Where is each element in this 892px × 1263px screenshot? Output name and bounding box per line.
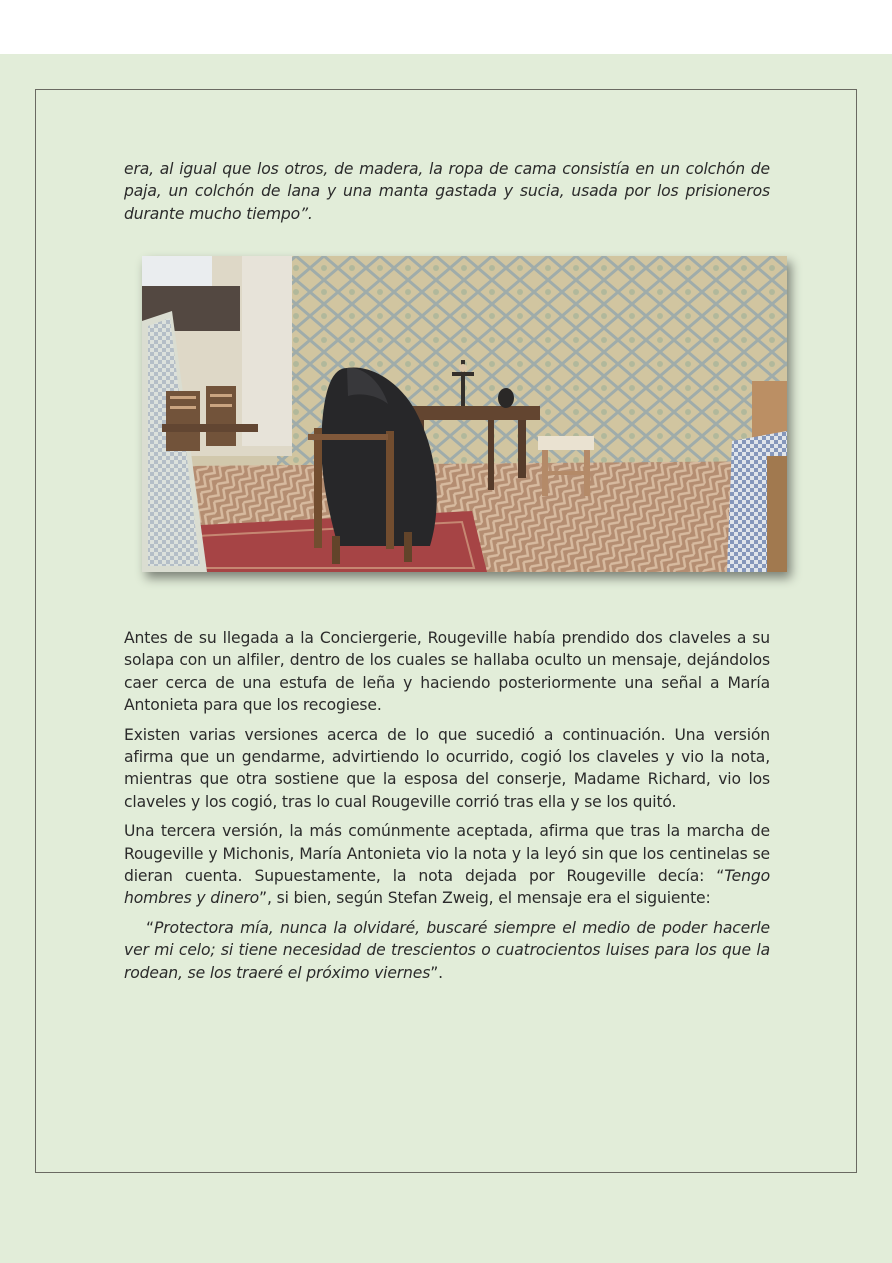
note-quote: Tengo hombres y dinero: [124, 867, 770, 908]
third-version-text-end: ”, si bien, según Stefan Zweig, el mensaje era el siguiente:: [259, 889, 711, 908]
page: [0, 54, 892, 1263]
quote-close-mark: ”.: [430, 963, 443, 982]
intro-paragraph: era, al igual que los otros, de madera, la ropa de cama consistía en un colchón de paja, un colchón de lana y una manta gastada y sucia, usada por los prisioneros durante mucho tiempo”.: [124, 160, 770, 223]
cell-reconstruction-photo: [142, 256, 787, 572]
paragraph-versions: Existen varias versiones acerca de lo que sucedió a continuación. Una versión afirma que un gendarme, advirtiendo lo ocurrido, cogió los claveles y vio la nota, mientras que otra sostiene que la esposa del conserje, Madame Richard, vio los claveles y los cogió, tras lo cual Rougeville corrió tras ella y se los quitó.: [124, 725, 770, 811]
third-version-text: Una tercera versión, la más comúnmente aceptada, afirma que tras la marcha de Rougeville y Michonis, María Antonieta vio la nota y la leyó sin que los centinelas se dieran cuenta. Supuestamente, la nota dejada por Rougeville decía: “: [124, 822, 770, 886]
paragraph-zweig-quote: [124, 917, 770, 984]
paragraph-third-version: [124, 820, 770, 910]
article-body: [124, 627, 770, 991]
paragraph-carnations: Antes de su llegada a la Conciergerie, Rougeville había prendido dos claveles a su solapa con un alfiler, dentro de los cuales se hallaba oculto un mensaje, dejándolos caer cerca de una estufa de leña y haciendo posteriormente una señal a María Antonieta para que los recogiese.: [124, 629, 770, 715]
quote-open-mark: “: [146, 918, 154, 937]
zweig-quote-text: Protectora mía, nunca la olvidaré, buscaré siempre el medio de poder hacerle ver mi celo; si tiene necesidad de trescientos o cuatrocientos luises para los que la rodean, se los traeré el próximo viernes: [124, 918, 770, 982]
